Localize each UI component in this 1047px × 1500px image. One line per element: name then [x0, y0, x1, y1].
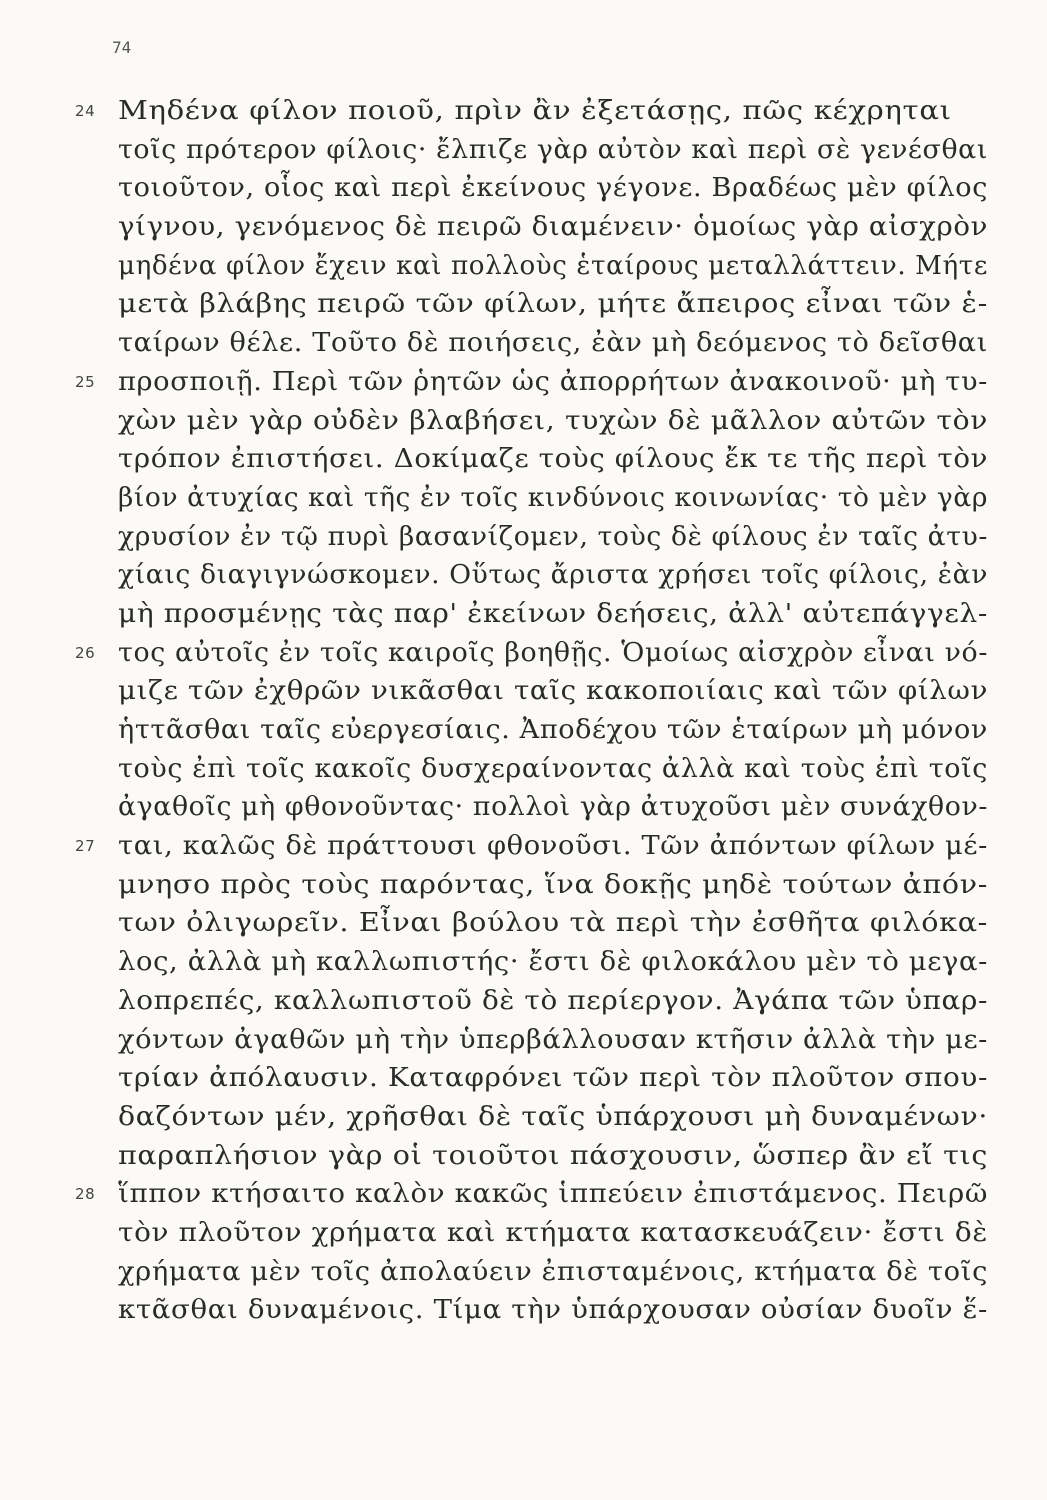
text-line: [118, 1137, 998, 1176]
line-text: τοιοῦτον, οἷος καὶ περὶ ἐκείνους γέγονε. Βραδέως μὲν φίλος: [118, 173, 988, 204]
text-line: [75, 634, 998, 673]
line-text: δαζόντων μέν, χρῆσθαι δὲ ταῖς ὑπάρχουσι μὴ δυναμένων·: [118, 1101, 988, 1132]
line-text: μὴ προσμένῃς τὰς παρ' ἐκείνων δεήσεις, ἀλλ' αὐτεπάγγελ-: [118, 598, 988, 629]
text-line: [118, 982, 998, 1021]
text-line: [118, 672, 998, 711]
line-text: βίον ἀτυχίας καὶ τῆς ἐν τοῖς κινδύνοις κοινωνίας· τὸ μὲν γὰρ: [118, 482, 988, 513]
line-text: χρήματα μὲν τοῖς ἀπολαύειν ἐπισταμένοις, κτήματα δὲ τοῖς: [118, 1256, 988, 1287]
text-line: [118, 285, 998, 324]
line-text: τοῖς πρότερον φίλοις· ἔλπιζε γὰρ αὐτὸν καὶ περὶ σὲ γενέσθαι: [118, 134, 988, 165]
line-text: ἵππον κτήσαιτο καλὸν κακῶς ἱππεύειν ἐπιστάμενος. Πειρῶ: [118, 1179, 988, 1210]
line-text: τος αὐτοῖς ἐν τοῖς καιροῖς βοηθῇς. Ὁμοίως αἰσχρὸν εἶναι νό-: [118, 637, 988, 668]
text-line: [118, 1291, 998, 1330]
text-line: [118, 1021, 998, 1060]
line-text: ταίρων θέλε. Τοῦτο δὲ ποιήσεις, ἐὰν μὴ δεόμενος τὸ δεῖσθαι: [118, 328, 988, 359]
text-line: [118, 943, 998, 982]
line-text: παραπλήσιον γὰρ οἱ τοιοῦτοι πάσχουσιν, ὥσπερ ἂν εἴ τις: [118, 1140, 988, 1171]
line-text: ται, καλῶς δὲ πράττουσι φθονοῦσι. Τῶν ἀπόντων φίλων μέ-: [118, 831, 988, 862]
text-line: [118, 479, 998, 518]
text-line: [118, 595, 998, 634]
greek-text-body: [75, 92, 998, 1330]
text-line: [118, 904, 998, 943]
line-text: Μηδένα φίλον ποιοῦ, πρὶν ἂν ἐξετάσῃς, πῶς κέχρηται: [118, 96, 952, 126]
line-text: τοὺς ἐπὶ τοῖς κακοῖς δυσχεραίνοντας ἀλλὰ καὶ τοὺς ἐπὶ τοῖς: [118, 753, 988, 784]
text-line: [118, 1253, 998, 1292]
line-text: κτᾶσθαι δυναμένοις. Τίμα τὴν ὑπάρχουσαν οὐσίαν δυοῖν ἕ-: [118, 1295, 988, 1326]
line-text: μηδένα φίλον ἔχειν καὶ πολλοὺς ἑταίρους μεταλλάττειν. Μήτε: [118, 250, 988, 281]
line-text: τρίαν ἀπόλαυσιν. Καταφρόνει τῶν περὶ τὸν πλοῦτον σπου-: [118, 1063, 989, 1094]
line-text: μιζε τῶν ἐχθρῶν νικᾶσθαι ταῖς κακοποιίαις καὶ τῶν φίλων: [118, 676, 989, 707]
text-line: [118, 556, 998, 595]
line-text: μνησο πρὸς τοὺς παρόντας, ἵνα δοκῇς μηδὲ τούτων ἀπόν-: [118, 869, 988, 900]
text-line: [75, 92, 998, 131]
line-text: τρόπον ἐπιστήσει. Δοκίμαζε τοὺς φίλους ἔκ τε τῆς περὶ τὸν: [118, 444, 988, 475]
line-text: ἡττᾶσθαι ταῖς εὐεργεσίαις. Ἀποδέχου τῶν ἑταίρων μὴ μόνον: [118, 715, 988, 745]
text-line: [118, 324, 998, 363]
line-text: μετὰ βλάβης πειρῶ τῶν φίλων, μήτε ἄπειρος εἶναι τῶν ἑ-: [118, 289, 988, 320]
text-line: [118, 131, 998, 170]
text-line: [118, 247, 998, 286]
page-number: 74: [112, 38, 132, 57]
line-text: χρυσίον ἐν τῷ πυρὶ βασανίζομεν, τοὺς δὲ φίλους ἐν ταῖς ἀτυ-: [118, 521, 988, 552]
line-text: προσποιῇ. Περὶ τῶν ῥητῶν ὡς ἀπορρήτων ἀνακοινοῦ· μὴ τυ-: [118, 366, 989, 397]
text-line: [118, 866, 998, 905]
line-text: γίγνου, γενόμενος δὲ πειρῶ διαμένειν· ὁμοίως γὰρ αἰσχρὸν: [118, 212, 988, 243]
text-line: [118, 402, 998, 441]
text-line: [118, 169, 998, 208]
line-text: ἀγαθοῖς μὴ φθονοῦντας· πολλοὶ γὰρ ἀτυχοῦσι μὲν συνάχθον-: [118, 792, 988, 823]
section-number: 28: [75, 1185, 96, 1204]
text-line: [75, 827, 998, 866]
line-text: λοπρεπές, καλλωπιστοῦ δὲ τὸ περίεργον. Ἀγάπα τῶν ὑπαρ-: [118, 985, 988, 1016]
line-text: των ὀλιγωρεῖν. Εἶναι βούλου τὰ περὶ τὴν ἐσθῆτα φιλόκα-: [118, 908, 988, 939]
line-text: χὼν μὲν γὰρ οὐδὲν βλαβήσει, τυχὼν δὲ μᾶλλον αὐτῶν τὸν: [118, 405, 988, 436]
section-number: 24: [75, 102, 96, 120]
section-number: 27: [75, 837, 96, 856]
line-text: χίαις διαγιγνώσκομεν. Οὕτως ἄριστα χρήσει τοῖς φίλοις, ἐὰν: [118, 560, 988, 591]
line-text: λος, ἀλλὰ μὴ καλλωπιστής· ἔστι δὲ φιλοκάλου μὲν τὸ μεγα-: [118, 947, 988, 978]
text-line: [75, 363, 998, 402]
text-line: [118, 1059, 998, 1098]
text-line: [118, 1214, 998, 1253]
section-number: 25: [75, 372, 96, 391]
text-line: [118, 440, 998, 479]
text-line: [118, 711, 998, 750]
text-line: [118, 788, 998, 827]
line-text: τὸν πλοῦτον χρήματα καὶ κτήματα κατασκευάζειν· ἔστι δὲ: [118, 1217, 988, 1248]
text-line: [118, 208, 998, 247]
text-line: [118, 750, 998, 789]
text-line: [75, 1175, 998, 1214]
text-line: [118, 1098, 998, 1137]
section-number: 26: [75, 643, 96, 662]
line-text: χόντων ἀγαθῶν μὴ τὴν ὑπερβάλλουσαν κτῆσιν ἀλλὰ τὴν με-: [118, 1024, 988, 1055]
text-line: [118, 518, 998, 557]
